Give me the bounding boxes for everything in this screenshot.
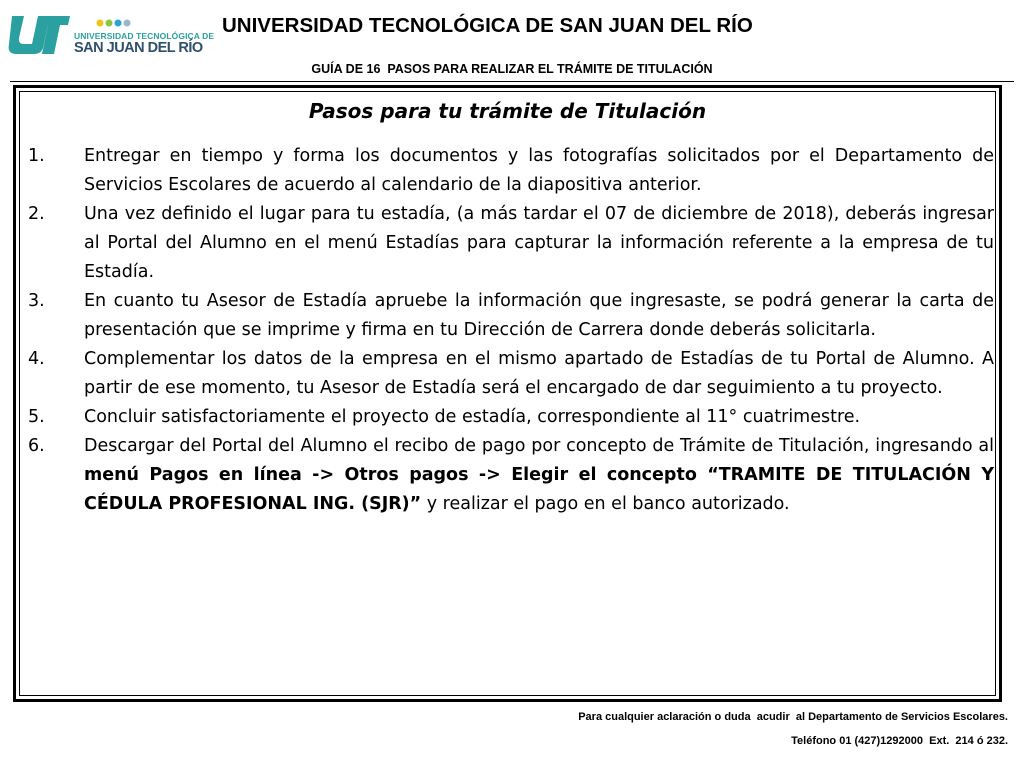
steps-list — [28, 142, 994, 519]
step-text: Entregar en tiempo y forma los documentos y las fotografías solicitados por el Departamento de Servicios Escolares de acuerdo al calendario de la diapositiva anterior. — [84, 146, 994, 195]
university-logo — [8, 8, 215, 56]
step-text: En cuanto tu Asesor de Estadía apruebe la información que ingresaste, se podrá generar la carta de presentación que se imprime y firma en tu Dirección de Carrera donde deberás solicitarla. — [84, 291, 994, 340]
list-item-step-4 — [28, 345, 994, 403]
logo-name: SAN JUAN DEL RÍO — [74, 40, 203, 56]
ut-logo-mark-icon — [8, 14, 70, 54]
list-item-step-1 — [28, 142, 994, 200]
footer-phone: Teléfono 01 (427)1292000 Ext. 214 ó 232. — [791, 735, 1008, 747]
page-title: Pasos para tu trámite de Titulación — [308, 99, 707, 123]
step-text: Complementar los datos de la empresa en el mismo apartado de Estadías de tu Portal de Alumno. A partir de ese momento, tu Asesor de Estadía será el encargado de dar seguimiento a tu proyecto. — [84, 349, 994, 398]
list-item-step-3 — [28, 287, 994, 345]
list-item-step-5 — [28, 403, 994, 432]
list-item-step-2 — [28, 200, 994, 287]
guide-title: GUÍA DE 16 PASOS PARA REALIZAR EL TRÁMITE DE TITULACIÓN — [311, 62, 713, 76]
step-text-part: y realizar el pago en el banco autorizado. — [421, 494, 790, 514]
step-text-bold: menú Pagos en línea -> Otros pagos -> Elegir el concepto “TRAMITE DE TITULACIÓN Y CÉDULA PROFESIONAL ING. (SJR)” — [84, 465, 994, 514]
step-number: 6. — [28, 436, 45, 456]
logo-subtitle: UNIVERSIDAD TECNOLÓGICA DE — [74, 31, 215, 41]
step-text — [84, 432, 994, 519]
footer-contact-note: Para cualquier aclaración o duda acudir al Departamento de Servicios Escolares. — [578, 711, 1008, 723]
university-name: UNIVERSIDAD TECNOLÓGICA DE SAN JUAN DEL RÍO — [222, 14, 753, 37]
step-number: 3. — [28, 291, 45, 311]
step-text: Concluir satisfactoriamente el proyecto de estadía, correspondiente al 11° cuatrimestre. — [84, 407, 861, 427]
content-frame — [13, 85, 1002, 702]
logo-dots-icon — [96, 18, 136, 28]
step-number: 1. — [28, 146, 45, 166]
step-number: 2. — [28, 204, 45, 224]
step-text: Una vez definido el lugar para tu estadía, (a más tardar el 07 de diciembre de 2018), deberás ingresar al Portal del Alumno en el menú Estadías para capturar la información referente a la empresa de tu Estadía. — [84, 204, 994, 282]
step-text-part: Descargar del Portal del Alumno el recibo de pago por concepto de Trámite de Titulación, ingresando al — [84, 436, 994, 456]
step-number: 4. — [28, 349, 45, 369]
step-number: 5. — [28, 407, 45, 427]
list-item-step-6 — [28, 432, 994, 519]
header-divider — [10, 81, 1014, 82]
content-frame-inner — [19, 91, 996, 696]
